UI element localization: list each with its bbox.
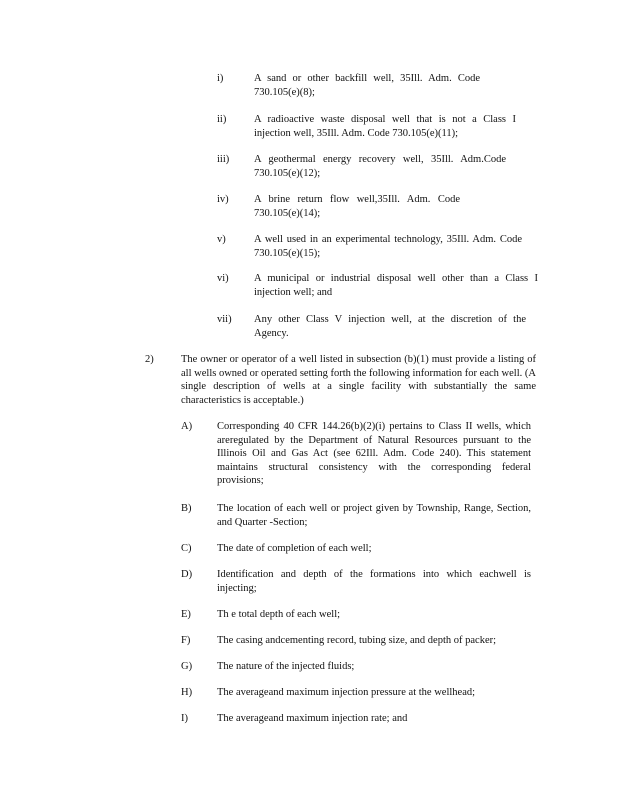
item-text: Identification and depth of the formations into which eachwell is injecting; xyxy=(217,569,531,594)
item-text: A geothermal energy recovery well, 35Ill. Adm.Code 730.105(e)(12); xyxy=(254,154,506,179)
item-text: A radioactive waste disposal well that is not a Class I injection well, 35Ill. Adm. Code 730.105(e)(11); xyxy=(254,114,516,139)
item-text: The nature of the injected fluids; xyxy=(217,661,355,672)
item-label: F) xyxy=(181,635,191,646)
item-label: D) xyxy=(181,569,193,580)
item-label: ii) xyxy=(217,114,227,125)
item-text: The casing andcementing record, tubing size, and depth of packer; xyxy=(217,635,497,646)
item-text: A brine return flow well,35Ill. Adm. Code 730.105(e)(14); xyxy=(254,194,460,219)
item-label: i) xyxy=(217,73,224,84)
item-label: v) xyxy=(217,234,226,245)
item-label: B) xyxy=(181,503,192,514)
item-label: A) xyxy=(181,421,193,432)
item-text: A well used in an experimental technology, 35Ill. Adm. Code 730.105(e)(15); xyxy=(254,234,522,259)
item-label: I) xyxy=(181,713,188,724)
item-label: G) xyxy=(181,661,193,672)
item-text: A sand or other backfill well, 35Ill. Adm. Code 730.105(e)(8); xyxy=(254,73,480,98)
paragraph-label: 2) xyxy=(145,354,154,365)
item-text: A municipal or industrial disposal well other than a Class I injection well; and xyxy=(254,273,538,298)
item-text: Any other Class V injection well, at the discretion of the Agency. xyxy=(254,314,526,339)
item-text: The location of each well or project given by Township, Range, Section, and Quarter -Section; xyxy=(217,503,531,528)
item-text: The averageand maximum injection rate; and xyxy=(217,713,408,724)
item-label: vii) xyxy=(217,314,232,325)
item-label: iv) xyxy=(217,194,229,205)
paragraph-text: The owner or operator of a well listed in subsection (b)(1) must provide a listing of all wells owned or operated setting forth the following information for each well. (A single description of wells at a single facility with substantially the same characteristics is acceptable.) xyxy=(181,354,536,406)
item-label: E) xyxy=(181,609,191,620)
item-label: C) xyxy=(181,543,192,554)
item-label: iii) xyxy=(217,154,230,165)
item-label: vi) xyxy=(217,273,229,284)
item-label: H) xyxy=(181,687,193,698)
item-text: The date of completion of each well; xyxy=(217,543,372,554)
item-text: Th e total depth of each well; xyxy=(217,609,341,620)
item-text: The averageand maximum injection pressure at the wellhead; xyxy=(217,687,476,698)
item-text: Corresponding 40 CFR 144.26(b)(2)(i) pertains to Class II wells, which areregulated by the Department of Natural Resources pursuant to the Illinois Oil and Gas Act (see 62Ill. Adm. Code 240). This statement maintains structural consistency with the corresponding federal provisions; xyxy=(217,421,531,487)
